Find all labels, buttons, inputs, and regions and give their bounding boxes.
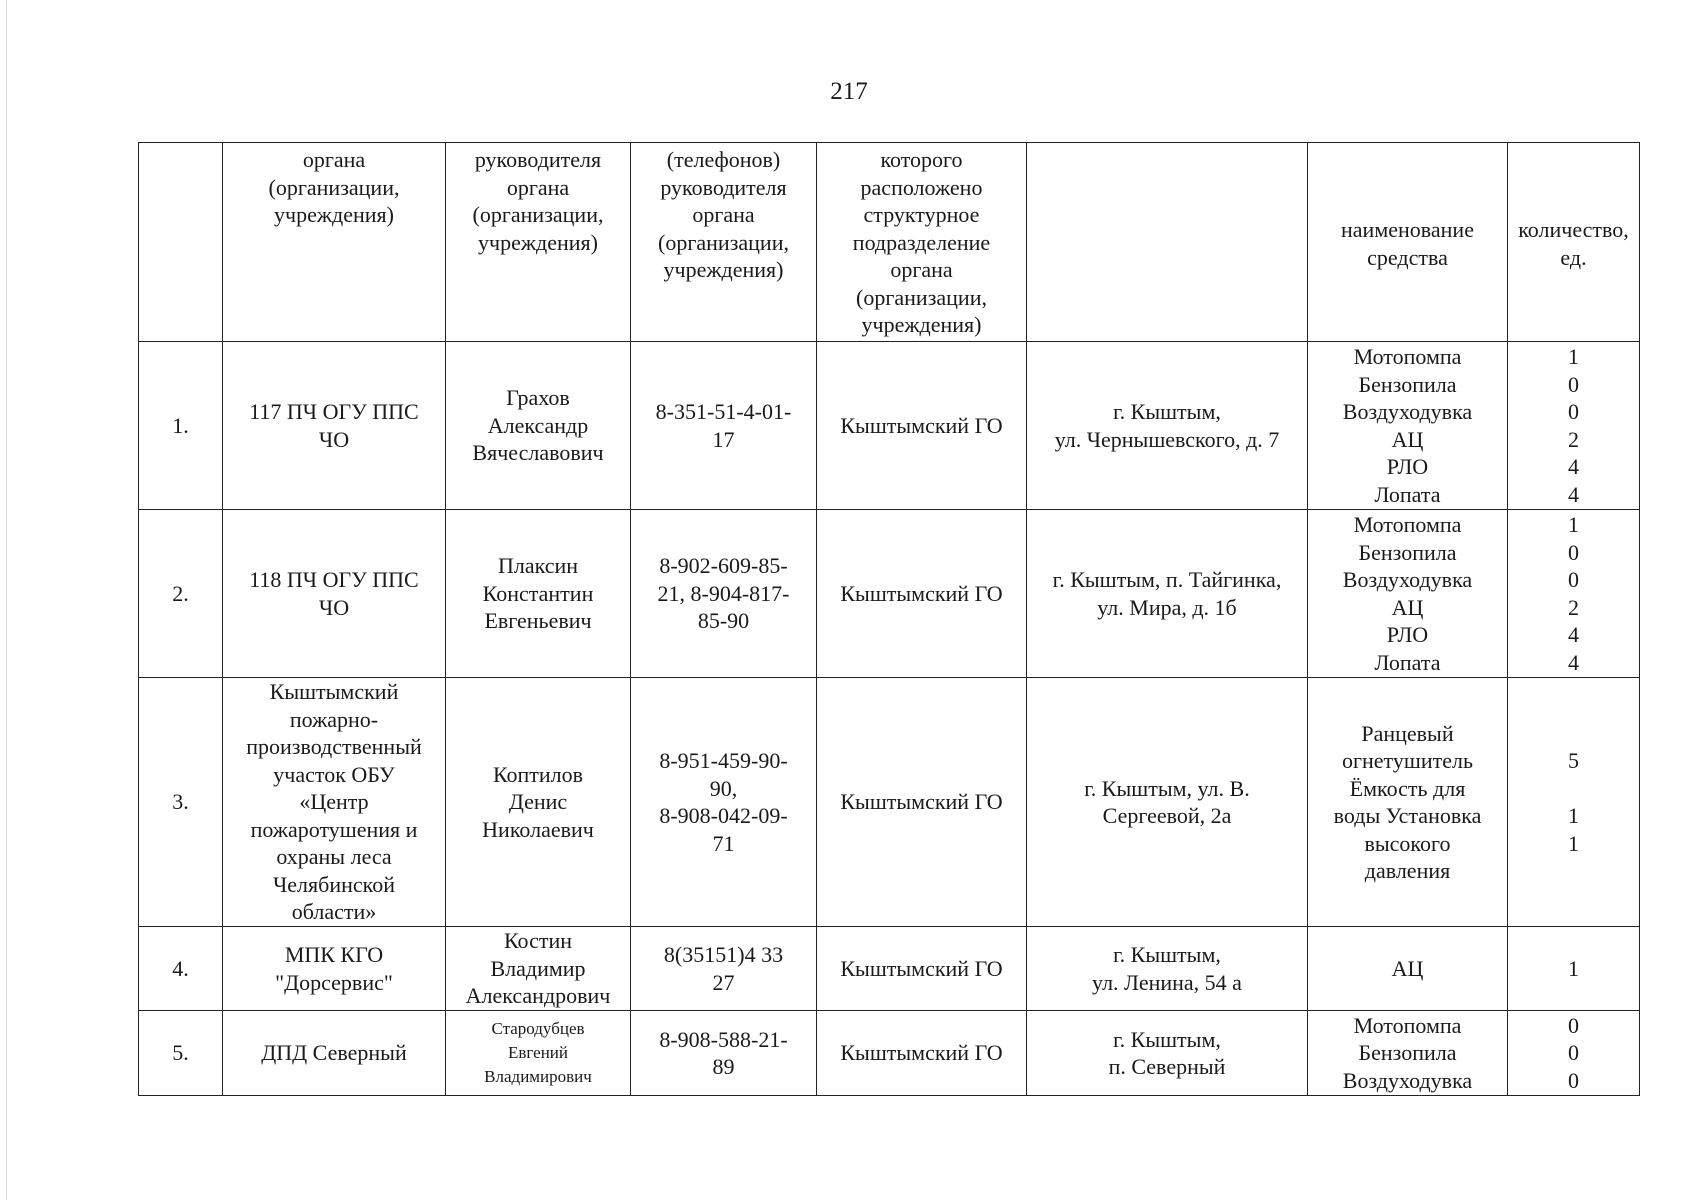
quantity-list [1508, 510, 1640, 678]
table-row [139, 510, 1640, 678]
district-name: Кыштымский ГО [817, 342, 1027, 510]
cell-line: воды Установка [1333, 803, 1482, 828]
cell-line: РЛО [1386, 454, 1429, 479]
resources-table [138, 142, 1640, 1096]
cell-line: Бензопила [1358, 1040, 1457, 1066]
cell-line: структурное [863, 202, 980, 227]
cell-line: 1 [1568, 344, 1579, 369]
address [1027, 1011, 1308, 1096]
cell-line: 71 [712, 830, 735, 856]
header-phone [631, 143, 817, 342]
cell-line: наименование [1341, 217, 1474, 242]
cell-line: Плаксин [497, 553, 579, 579]
header-quantity [1508, 143, 1640, 342]
cell-line: "Дорсервис" [275, 969, 393, 995]
scan-margin-line [6, 0, 7, 1200]
cell-line: 5 [1568, 748, 1579, 773]
cell-line: Грахов [506, 385, 570, 411]
cell-line: Бензопила [1358, 371, 1457, 397]
row-number: 4. [139, 927, 223, 1011]
table-row [139, 927, 1640, 1011]
cell-line: 1 [1568, 830, 1579, 856]
cell-line: 27 [712, 969, 735, 995]
cell-line: Коптилов [492, 761, 584, 787]
phone-number [631, 510, 817, 678]
cell-line: пожарно- [289, 706, 379, 732]
cell-line: количество, [1518, 217, 1629, 242]
phone-number [631, 678, 817, 927]
cell-line: г. Кыштым, [1113, 1026, 1221, 1052]
header-head [446, 143, 631, 342]
cell-line: производственный [246, 734, 422, 760]
header-district [817, 143, 1027, 342]
organization-name [223, 678, 446, 927]
cell-line: 2 [1568, 594, 1579, 620]
phone-number [631, 342, 817, 510]
organization-name [223, 927, 446, 1011]
cell-line: 4 [1568, 649, 1579, 675]
cell-line: ул. Ленина, 54 а [1092, 969, 1242, 995]
cell-line: (организации, [472, 202, 604, 227]
header-address [1027, 143, 1308, 342]
organization-name [223, 342, 446, 510]
cell-line: Воздуходувка [1342, 1067, 1473, 1093]
cell-line: 8-951-459-90- [659, 748, 788, 773]
cell-line: органа [302, 147, 366, 172]
cell-line: г. Кыштым, п. Тайгинка, [1052, 567, 1282, 592]
cell-line: 0 [1568, 567, 1579, 592]
cell-line: ЧО [318, 426, 350, 452]
cell-line: (организации, [856, 284, 987, 310]
cell-line: (организации, [268, 174, 400, 200]
cell-line: Владимир [490, 955, 586, 981]
address [1027, 927, 1308, 1011]
cell-line: давления [1364, 858, 1451, 883]
cell-line: Владимирович [484, 1067, 592, 1086]
table-header-row [139, 143, 1640, 342]
cell-line: Ёмкость для [1349, 775, 1466, 801]
address [1027, 510, 1308, 678]
cell-line: области» [291, 899, 377, 925]
cell-line: п. Северный [1108, 1054, 1226, 1079]
head-name [446, 678, 631, 927]
cell-line: 4 [1568, 622, 1579, 647]
cell-line: 1 [1568, 955, 1579, 981]
cell-line: 8(35151)4 33 [663, 942, 784, 967]
address [1027, 342, 1308, 510]
equipment-list [1308, 927, 1508, 1011]
row-number: 5. [139, 1011, 223, 1096]
equipment-list [1308, 1011, 1508, 1096]
header-num [139, 143, 223, 342]
cell-line: (организации, [658, 229, 789, 255]
cell-line: Александрович [465, 983, 611, 1009]
quantity-list [1508, 678, 1640, 927]
cell-line: подразделение [852, 229, 991, 255]
organization-name [223, 510, 446, 678]
cell-line: ЧО [318, 594, 350, 620]
cell-line: РЛО [1386, 622, 1429, 647]
district-name: Кыштымский ГО [817, 927, 1027, 1011]
table-row [139, 1011, 1640, 1096]
cell-line: 4 [1568, 481, 1579, 507]
cell-line: учреждения) [861, 312, 982, 337]
cell-line: 0 [1568, 539, 1579, 565]
cell-line: 1 [1568, 803, 1579, 828]
cell-line: 118 ПЧ ОГУ ППС [249, 567, 419, 592]
cell-line: 85-90 [697, 608, 750, 634]
cell-line: 0 [1568, 399, 1579, 424]
equipment-list [1308, 510, 1508, 678]
cell-line: 2 [1568, 426, 1579, 452]
quantity-list [1508, 927, 1640, 1011]
cell-line: 21, 8-904-817- [657, 580, 790, 606]
cell-line: учреждения) [274, 202, 394, 227]
cell-line: пожаротушения и [250, 816, 418, 842]
cell-line: Воздуходувка [1342, 567, 1473, 592]
cell-line: Мотопомпа [1353, 512, 1462, 537]
cell-line: Константин [482, 580, 594, 606]
cell-line: 0 [1568, 1040, 1579, 1066]
district-name: Кыштымский ГО [817, 678, 1027, 927]
cell-line: 4 [1568, 454, 1579, 479]
cell-line: Костин [503, 928, 573, 954]
cell-line: охраны леса [276, 844, 392, 870]
cell-line: Лопата [1374, 649, 1441, 675]
cell-line: 89 [712, 1054, 735, 1079]
cell-line: Кыштымский [269, 679, 399, 705]
cell-line: расположено [860, 174, 983, 200]
cell-line: органа [506, 174, 570, 200]
cell-line: Николаевич [482, 816, 594, 842]
table-row [139, 342, 1640, 510]
cell-line: г. Кыштым, [1113, 942, 1221, 967]
cell-line: АЦ [1391, 426, 1424, 452]
cell-line: 8-902-609-85- [659, 553, 788, 579]
cell-line: Александр [487, 412, 589, 438]
cell-line: 8-908-042-09- [659, 803, 788, 828]
page-number: 217 [830, 78, 868, 105]
cell-line: Воздуходувка [1342, 399, 1473, 424]
quantity-list [1508, 342, 1640, 510]
cell-line: Мотопомпа [1353, 1012, 1462, 1038]
header-org [223, 143, 446, 342]
cell-line: 8-908-588-21- [659, 1026, 788, 1052]
cell-line: органа [890, 257, 953, 282]
cell-line: Евгений [508, 1043, 568, 1062]
row-number: 2. [139, 510, 223, 678]
head-name [446, 1011, 631, 1096]
cell-line: АЦ [1391, 594, 1424, 620]
cell-line: участок ОБУ [273, 761, 395, 787]
cell-line: ДПД Северный [261, 1040, 407, 1066]
cell-line: огнетушитель [1342, 748, 1473, 773]
cell-line: Денис [508, 789, 568, 815]
cell-line: Стародубцев [491, 1019, 585, 1038]
phone-number [631, 1011, 817, 1096]
cell-line: 8-351-51-4-01- [655, 399, 792, 424]
cell-line: ул. Мира, д. 1б [1097, 594, 1237, 620]
cell-line: АЦ [1391, 955, 1424, 981]
quantity-list [1508, 1011, 1640, 1096]
header-item-name [1308, 143, 1508, 342]
cell-line: Вячеславович [472, 440, 604, 466]
organization-name [223, 1011, 446, 1096]
head-name [446, 342, 631, 510]
cell-line: средства [1367, 244, 1448, 270]
cell-line: руководителя [474, 147, 602, 172]
cell-line: ул. Чернышевского, д. 7 [1054, 426, 1280, 452]
head-name [446, 510, 631, 678]
cell-line: органа [692, 202, 755, 227]
equipment-list [1308, 342, 1508, 510]
cell-line: Мотопомпа [1353, 344, 1462, 369]
district-name: Кыштымский ГО [817, 510, 1027, 678]
cell-line: ед. [1560, 244, 1587, 270]
equipment-list [1308, 678, 1508, 927]
cell-line: 0 [1568, 371, 1579, 397]
cell-line: 17 [712, 426, 735, 452]
cell-line: «Центр [299, 789, 369, 815]
cell-line: 117 ПЧ ОГУ ППС [249, 399, 419, 424]
address [1027, 678, 1308, 927]
cell-line: Евгеньевич [484, 608, 592, 634]
cell-line: которого [880, 147, 963, 172]
cell-line: учреждения) [478, 229, 598, 255]
cell-line: Челябинской [272, 871, 395, 897]
district-name: Кыштымский ГО [817, 1011, 1027, 1096]
cell-line: 0 [1568, 1067, 1579, 1093]
head-name [446, 927, 631, 1011]
cell-line: учреждения) [663, 257, 784, 282]
row-number: 1. [139, 342, 223, 510]
cell-line: Бензопила [1358, 539, 1457, 565]
cell-line: руководителя [660, 174, 787, 200]
cell-line: высокого [1364, 830, 1451, 856]
table-row [139, 678, 1640, 927]
cell-line: 90, [709, 775, 738, 801]
cell-line: Сергеевой, 2а [1102, 803, 1232, 828]
cell-line: 0 [1568, 1012, 1579, 1038]
cell-line: МПК КГО [284, 942, 384, 967]
cell-line [1511, 775, 1636, 803]
cell-line: Лопата [1374, 481, 1441, 507]
cell-line: (телефонов) [666, 147, 781, 172]
cell-line: Ранцевый [1361, 720, 1454, 746]
cell-line: г. Кыштым, [1113, 399, 1221, 424]
cell-line: г. Кыштым, ул. В. [1084, 775, 1250, 801]
phone-number [631, 927, 817, 1011]
cell-line: 1 [1568, 512, 1579, 537]
row-number: 3. [139, 678, 223, 927]
